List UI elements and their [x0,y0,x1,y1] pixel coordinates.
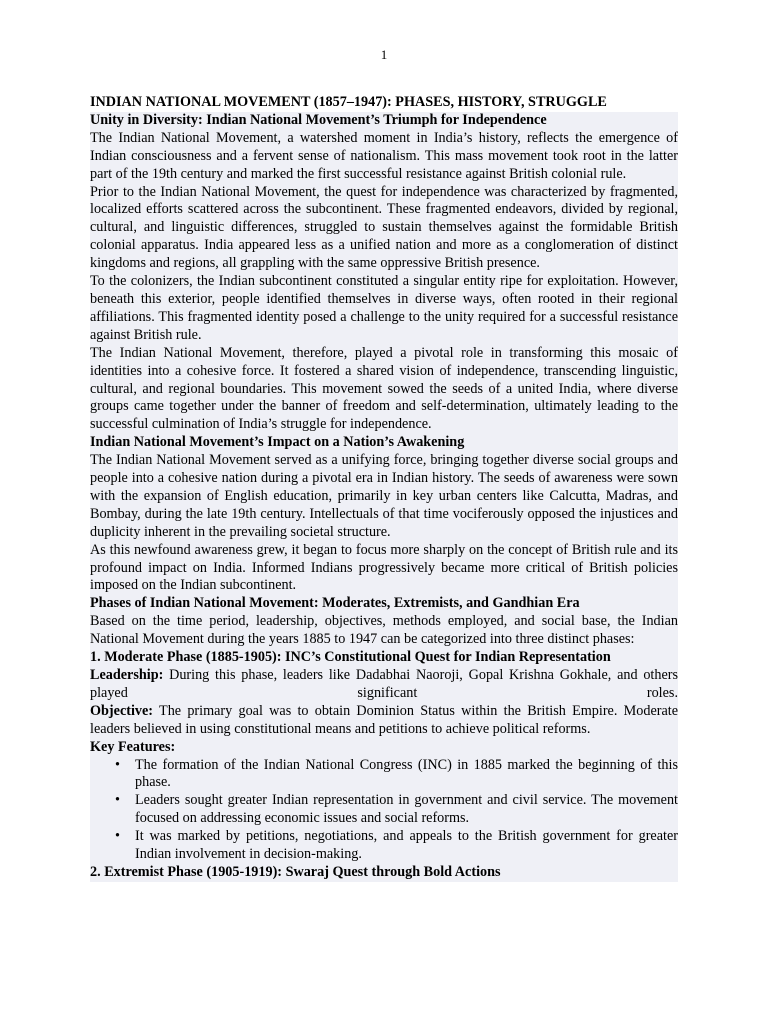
paragraph: The Indian National Movement served as a unifying force, bringing together diverse social groups and people into a cohesive nation during a pivotal era in Indian history. The seeds of awareness were sown with the expansion of English education, primarily in key urban centers like Calcutta, Madras, and Bombay, during the late 19th century. Intellectuals of that time vociferously opposed the injustices and duplicity inherent in the prevailing societal structure. [90,452,678,540]
key-features-label: Key Features: [90,738,176,755]
paragraph: As this newfound awareness grew, it began to focus more sharply on the concept of British rule and its profound impact on India. Informed Indians progressively became more critical of British policies imposed on the Indian subcontinent. [90,541,678,594]
paragraph: Based on the time period, leadership, objectives, methods employed, and social base, the Indian National Movement during the years 1885 to 1947 can be categorized into three distinct phases: [90,613,678,648]
list-item [115,792,678,828]
section-heading-unity: Unity in Diversity: Indian National Movement’s Triumph for Independence [90,111,547,128]
key-features-list [90,757,678,864]
shaded-text-block [90,112,678,882]
phase-heading-extremist: 2. Extremist Phase (1905-1919): Swaraj Quest through Bold Actions [90,863,501,880]
bullet-icon: • [115,756,120,773]
page-number: 1 [380,47,388,62]
list-item-text: Leaders sought greater Indian representation in government and civil service. The movement focused on addressing economic issues and social reforms. [135,792,678,827]
list-item-text: It was marked by petitions, negotiations, and appeals to the British government for greater Indian involvement in decision-making. [135,828,678,863]
paragraph: To the colonizers, the Indian subcontinent constituted a singular entity ripe for exploitation. However, beneath this exterior, people identified themselves in diverse ways, often rooted in their regional affiliations. This fragmented identity posed a challenge to the unity required for a successful resistance against British rule. [90,273,678,343]
list-item-text: The formation of the Indian National Congress (INC) in 1885 marked the beginning of this phase. [135,756,678,791]
phase-heading-moderate: 1. Moderate Phase (1885-1905): INC’s Constitutional Quest for Indian Representation [90,649,611,666]
paragraph: Prior to the Indian National Movement, the quest for independence was characterized by fragmented, localized efforts scattered across the subcontinent. These fragmented endeavors, divided by regional, cultural, and linguistic differences, struggled to sustain themselves against the formidable British colonial apparatus. India appeared less as a unified nation and more as a conglomeration of distinct kingdoms and regions, all grappling with the same oppressive British presence. [90,183,678,272]
leadership-text: During this phase, leaders like Dadabhai Naoroji, Gopal Krishna Gokhale, and others played significant roles. [90,667,679,701]
objective-paragraph [90,703,678,739]
paragraph: The Indian National Movement, therefore, played a pivotal role in transforming this mosaic of identities into a cohesive force. It fostered a shared vision of independence, transcending linguistic, cultural, and regional boundaries. This movement sowed the seeds of a united India, where diverse groups came together under the banner of freedom and self-determination, ultimately leading to the successful culmination of India’s struggle for independence. [90,344,678,433]
leadership-paragraph [90,667,678,703]
objective-text: The primary goal was to obtain Dominion Status within the British Empire. Moderate leaders believed in using constitutional means and petitions to achieve political reforms. [90,702,678,737]
list-item [115,756,678,793]
document-body [90,94,678,882]
list-item [115,828,678,864]
bullet-icon: • [115,828,120,845]
bullet-icon: • [115,792,120,809]
section-heading-phases: Phases of Indian National Movement: Moderates, Extremists, and Gandhian Era [90,595,580,612]
paragraph: The Indian National Movement, a watershed moment in India’s history, reflects the emergence of Indian consciousness and a fervent sense of nationalism. This mass movement took root in the latter part of the 19th century and marked the first successful resistance against British colonial rule. [90,129,678,182]
objective-label: Objective: [90,702,154,719]
leadership-label: Leadership: [90,667,164,683]
main-title: INDIAN NATIONAL MOVEMENT (1857–1947): PHASES, HISTORY, STRUGGLE [90,94,607,110]
section-heading-impact: Indian National Movement’s Impact on a Nation’s Awakening [90,434,465,451]
